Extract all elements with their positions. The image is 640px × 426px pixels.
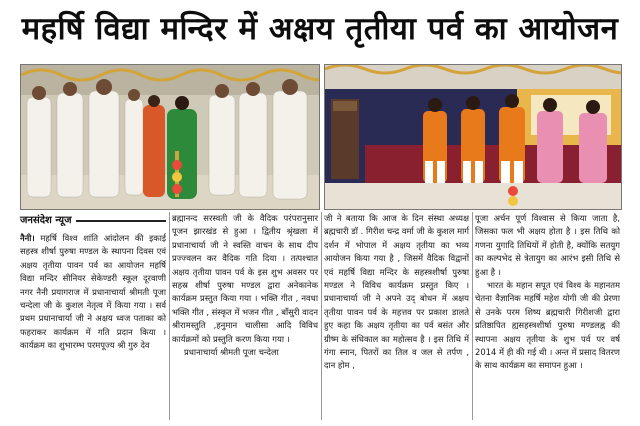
article-column-1 [20,232,166,422]
photo-stage-program [324,64,622,210]
column-divider [472,212,473,420]
column-2-text-continued: प्रधानाचार्या श्रीमती पूजा चन्देला [184,347,279,358]
column-2-text: ब्रह्मानन्द सरस्वती जी के वैदिक परंपरानुसार पूजन झारखंड से हुआ । द्वितीय श्रृंखला में प्रधानाचार्या जी ने स्वस्ति वाचन के साथ दीप प्रज्ज्वलन कर वैदिक गति दिया । तत्पश्चात अक्षय तृतीया पावन पर्व के इस शुभ अवसर पर सहस्र शीर्षा पुरुषा मण्डल द्वारा अनेकानेक कार्यक्रम प्रस्तुत किया गया । भक्ति गीत , नवधा भक्ति गीत , संस्कृत में भजन गीत , बाँसुरी वादन श्रीरामस्तुति ,हनुमान चालीसा आदि विविध कार्यक्रमों को प्रस्तुति करण किया गया । [172,213,318,344]
article-column-3 [324,212,469,422]
photo-lamp-lighting [20,64,320,210]
photo-lamp-lighting-image [21,65,319,209]
article-column-4 [475,212,620,422]
column-divider [321,212,322,420]
column-divider [169,212,170,420]
byline-rule [76,220,167,222]
byline-text: जनसंदेश न्यूज [20,215,72,226]
article-column-2 [172,212,318,422]
column-4-text: पूजा अर्चन पूर्ण विश्वास से किया जाता है, जिसका फल भी अक्षय होता है । इस तिथि को गणना युगादि तिथियों में होती है, क्योंकि सतयुग का कल्पभेद से त्रेतायुग का आरंभ इसी तिथि से हुआ है । [475,213,620,277]
byline [20,212,166,230]
dateline: नैनी। [20,233,35,243]
column-4-text-continued: भारत के महान सपूत एवं विश्व के महानतम चेतना वैज्ञानिक महर्षि महेश योगी जी की प्रेरणा से उनके परम शिष्य ब्रह्मचारी गिरीशजी द्वारा प्रतिष्ठापित ह्यसहस्त्रशीर्षा पुरुषा मण्डलह्न की स्थापना अक्षय तृतीया के शुभ पर्व पर वर्ष 2014 में ही की गई थी । अन्त में प्रसाद वितरण के साथ कार्यक्रम का समापन हुआ । [475,280,620,371]
headline: महर्षि विद्या मन्दिर में अक्षय तृतीया पर्व का आयोजन [21,11,619,47]
photo-stage-program-image [325,65,621,209]
column-3-text: जी ने बताया कि आज के दिन संस्था अध्यक्ष ब्रह्मचारी डॉ . गिरीश चन्द्र वर्मा जी के कुशल मार्ग दर्शन में भोपाल में अक्षय तृतीया का भव्य आयोजन किया गया है , जिसमें वैदिक विद्वानों एवं महर्षि विद्या मन्दिर के सहस्त्रशीर्षा पुरुषा मण्डल ने विविध कार्यक्रम प्रस्तुत किए । प्रधानाचार्या जी ने अपने उद् बोधन में अक्षय तृतीया पावन पर्व के महत्तव पर प्रकाश डालते हुए कहा कि अक्षय तृतीया का पर्व बसंत और ग्रीष्म के संधिकाल का महोत्सव है । इस तिथि में गंगा स्नान, पितरों का तिल व जल से तर्पण , दान होम , [324,213,469,371]
column-1-text: महर्षि विश्व शांति आंदोलन की इकाई सहस्त्र शीर्षा पुरुषा मण्डल के स्थापना दिवस एवं अक्षय तृतीया पावन पर्व का आयोजन महर्षि विद्या मन्दिर सीनियर सेकेण्डरी स्कूल दूरवाणी नगर नैनी प्रयागराज में प्रधानाचार्या श्रीमती पूजा चन्देला जी के कुशल नेतृत्व में किया गया । सर्व प्रथम प्रधानाचार्या जी ने अक्षय ध्वज पताका को फहराकर कार्यक्रम में गति प्रदान किया । कार्यक्रम का शुभारम्भ परमपूज्य श्री गुरु देव [20,233,166,351]
